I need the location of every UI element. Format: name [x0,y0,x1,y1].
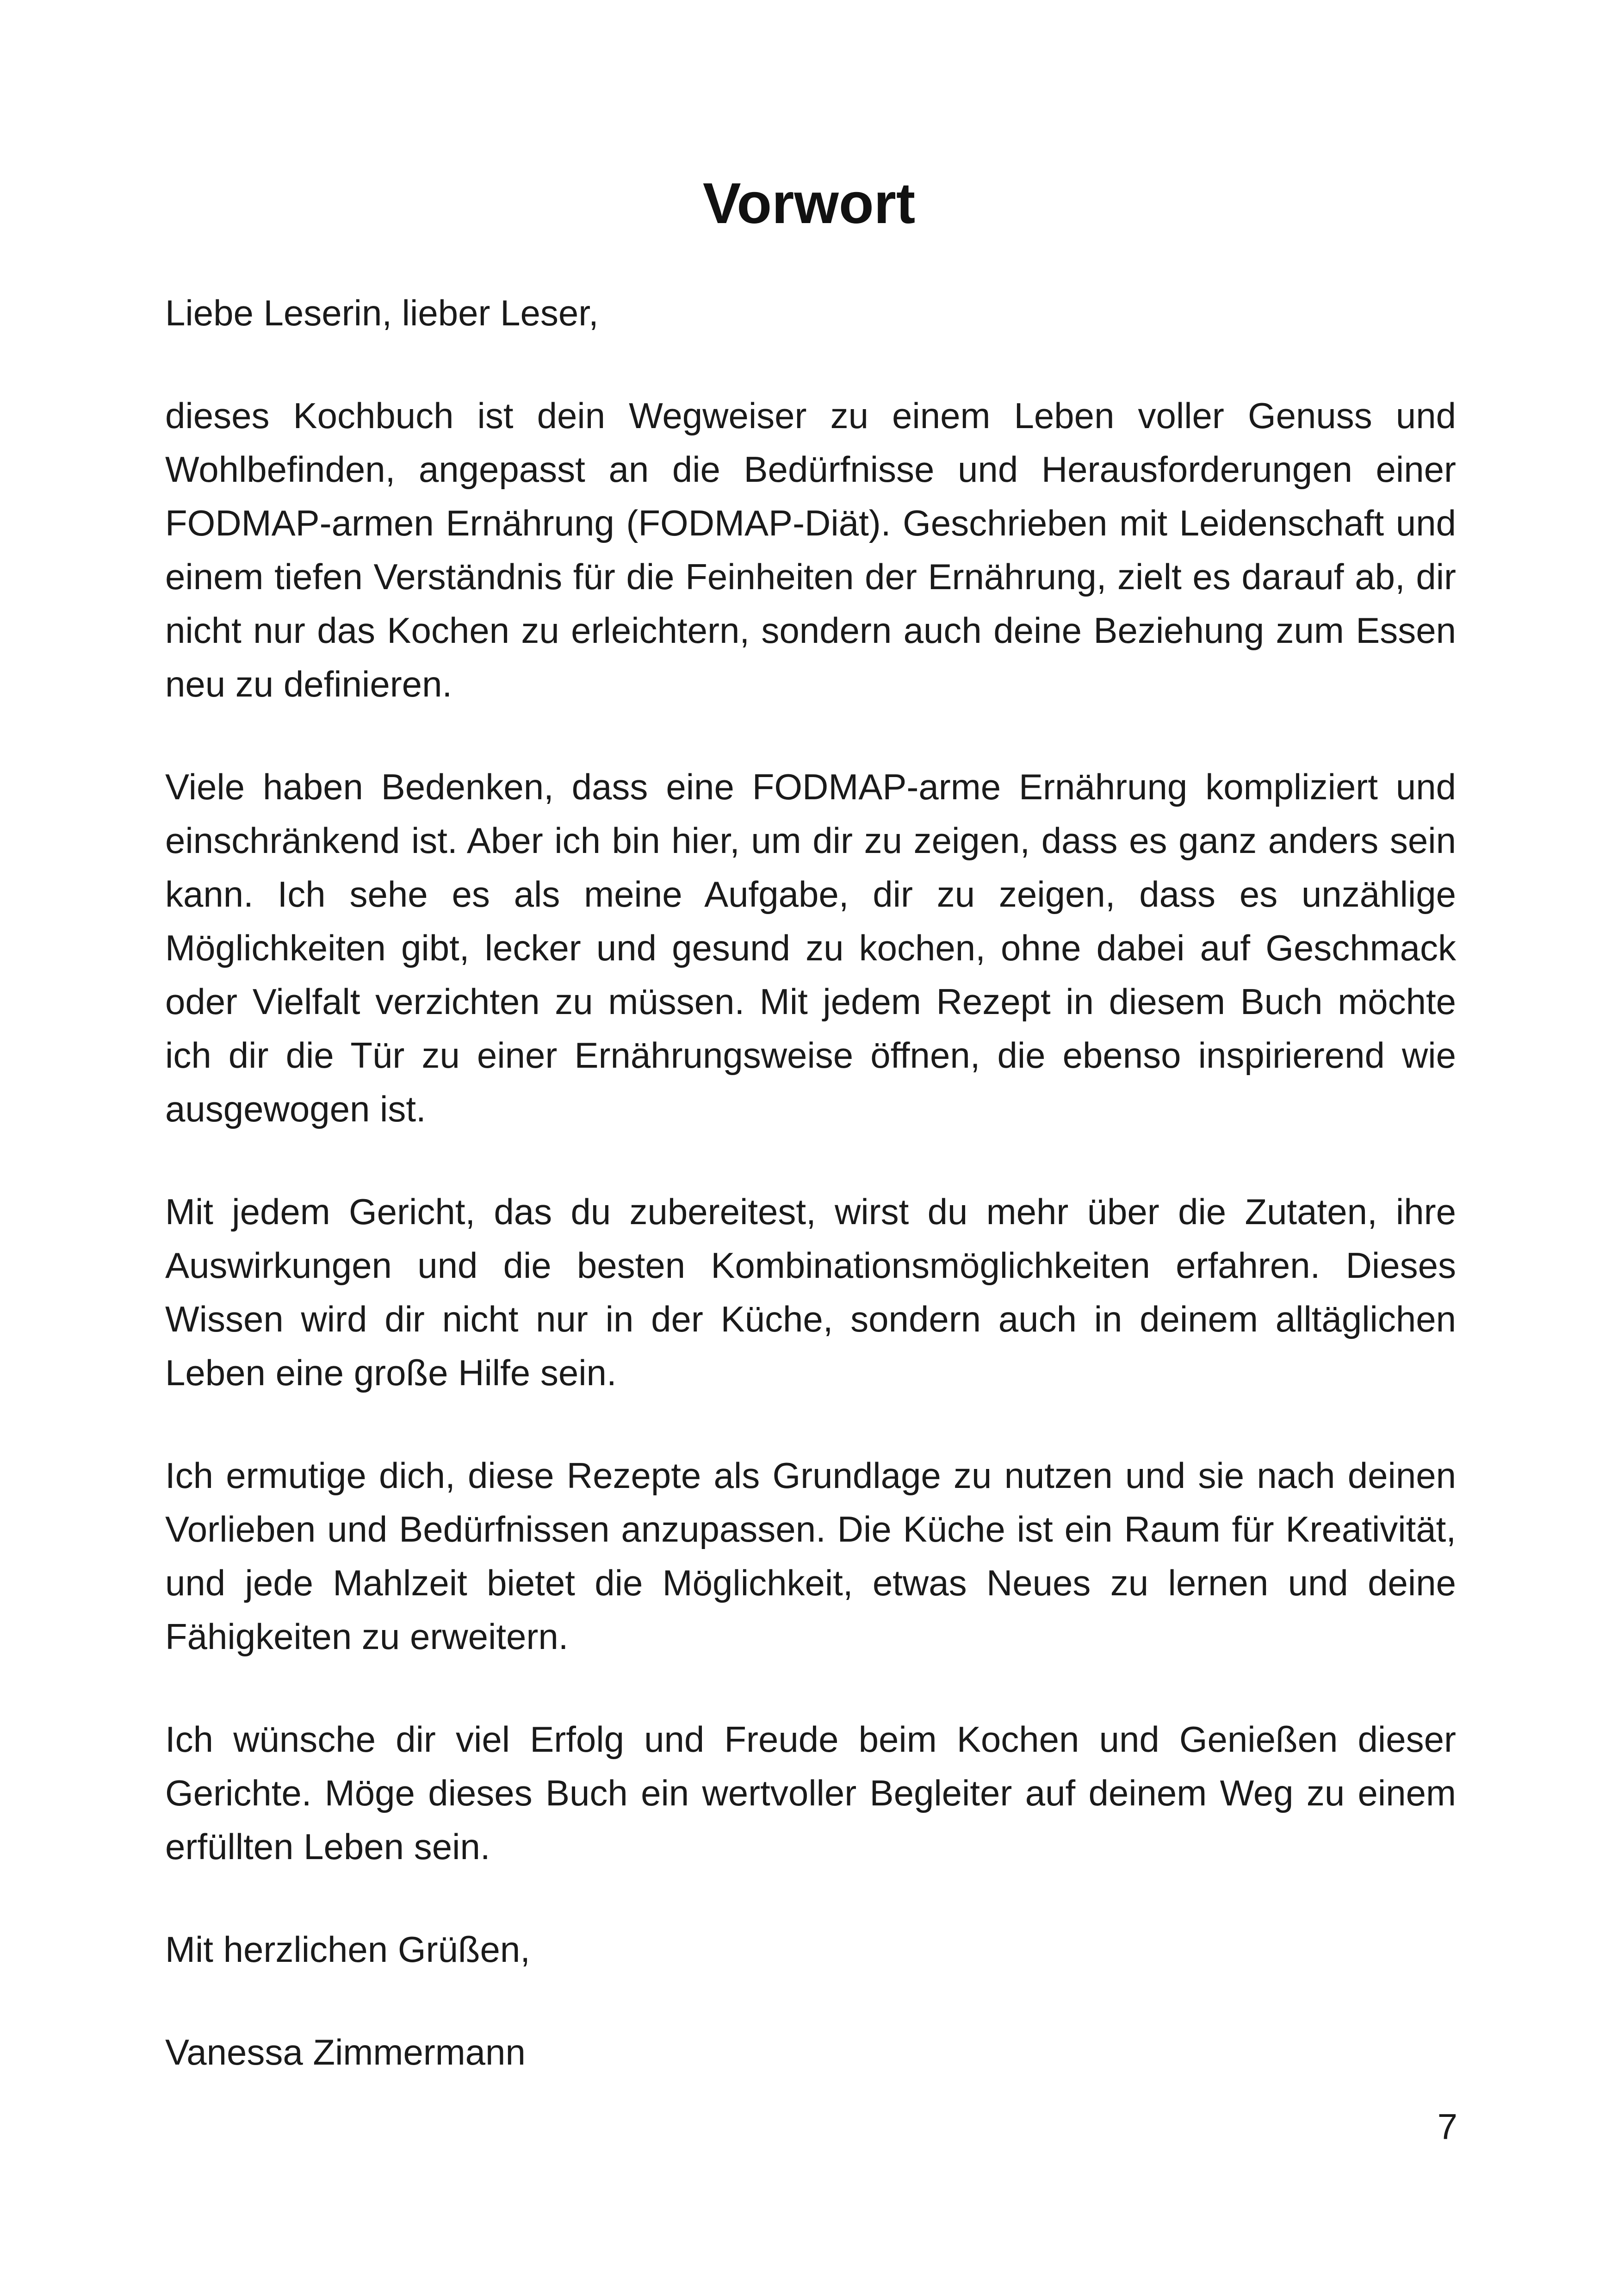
document-body [165,286,1456,2128]
paragraph-4: Ich ermutige dich, diese Rezepte als Grundlage zu nutzen und sie nach deinen Vorlieben und Bedürfnissen anzupassen. Die Küche ist ein Raum für Kreativität, und jede Mahlzeit bietet die Möglichkeit, etwas Neues zu lernen und deine Fähigkeiten zu erweitern. [165,1455,1456,1657]
page-title: Vorwort [702,172,916,236]
author-signature: Vanessa Zimmermann [165,2032,526,2072]
salutation: Liebe Leserin, lieber Leser, [165,292,599,333]
closing-line: Mit herzlichen Grüßen, [165,1929,530,1970]
paragraph-1: dieses Kochbuch ist dein Wegweiser zu einem Leben voller Genuss und Wohlbefinden, angepasst an die Bedürfnisse und Herausforderungen einer FODMAP-armen Ernährung (FODMAP-Diät). Geschrieben mit Leidenschaft und einem tiefen Verständnis für die Feinheiten der Ernährung, zielt es darauf ab, dir nicht nur das Kochen zu erleichtern, sondern auch deine Beziehung zum Essen neu zu definieren. [165,395,1456,704]
paragraph-2: Viele haben Bedenken, dass eine FODMAP-arme Ernährung kompliziert und einschränkend ist. Aber ich bin hier, um dir zu zeigen, dass es ganz anders sein kann. Ich sehe es als meine Aufgabe, dir zu zeigen, dass es unzählige Möglichkeiten gibt, lecker und gesund zu kochen, ohne dabei auf Geschmack oder Vielfalt verzichten zu müssen. Mit jedem Rezept in diesem Buch möchte ich dir die Tür zu einer Ernährungsweise öffnen, die ebenso inspirierend wie ausgewogen ist. [165,766,1456,1129]
paragraph-5: Ich wünsche dir viel Erfolg und Freude beim Kochen und Genießen dieser Gerichte. Möge dieses Buch ein wertvoller Begleiter auf deinem Weg zu einem erfüllten Leben sein. [165,1719,1456,1867]
page-number: 7 [1437,2106,1457,2147]
paragraph-3: Mit jedem Gericht, das du zubereitest, wirst du mehr über die Zutaten, ihre Auswirkungen und die besten Kombinationsmöglichkeiten erfahren. Dieses Wissen wird dir nicht nur in der Küche, sondern auch in deinem alltäglichen Leben eine große Hilfe sein. [165,1191,1456,1393]
